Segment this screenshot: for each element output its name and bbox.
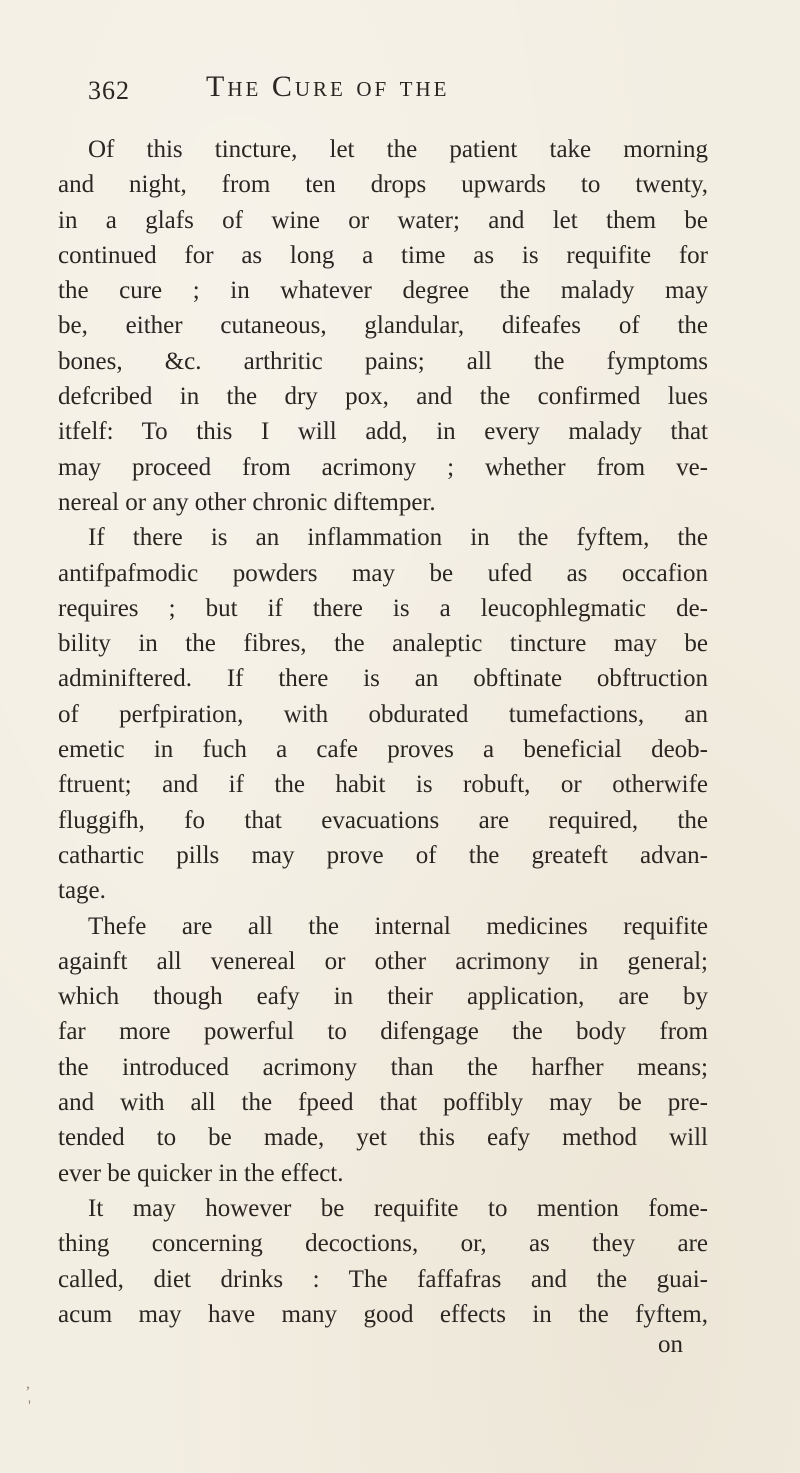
text-line: and with all the fpeed that poffibly may be pre- — [58, 1089, 708, 1117]
text-line: It may however be requifite to mention fome- — [88, 1194, 708, 1222]
text-line: requires ; but if there is a leucophlegmatic de- — [58, 594, 708, 622]
text-line: itfelf: To this I will add, in every malady that — [58, 418, 708, 446]
text-line: tage. — [58, 877, 106, 905]
text-line: of perfpiration, with obdurated tumefactions, an — [58, 700, 708, 728]
running-head — [88, 70, 548, 110]
text-line: defcribed in the dry pox, and the confirmed lues — [58, 383, 708, 411]
text-line: nereal or any other chronic diftemper. — [58, 488, 436, 516]
text-line: thing concerning decoctions, or, as they are — [58, 1230, 708, 1258]
text-line: may proceed from acrimony ; whether from ve- — [58, 453, 708, 481]
body-text — [58, 132, 708, 1332]
text-line: fluggifh, fo that evacuations are required, the — [58, 806, 708, 834]
text-line: acum may have many good effects in the fyftem, — [58, 1300, 708, 1328]
text-line: Thefe are all the internal medicines requifite — [88, 912, 708, 940]
text-line: bility in the fibres, the analeptic tincture may be — [58, 630, 708, 658]
text-line: Of this tincture, let the patient take morning — [88, 136, 708, 163]
text-line: far more powerful to difengage the body from — [58, 1018, 708, 1046]
text-line: the introduced acrimony than the harfher means; — [58, 1053, 708, 1081]
text-line: bones, &c. arthritic pains; all the fymptoms — [58, 347, 708, 375]
text-line: againft all venereal or other acrimony in general; — [58, 947, 708, 975]
running-title: The Cure of the — [206, 70, 450, 103]
text-line: continued for as long a time as is requifite for — [58, 241, 708, 269]
text-line: adminiftered. If there is an obftinate obftruction — [58, 665, 708, 693]
catchword: on — [658, 1331, 683, 1358]
text-line: tended to be made, yet this eafy method will — [58, 1124, 708, 1152]
text-line: and night, from ten drops upwards to twenty, — [58, 171, 708, 199]
text-line: If there is an inflammation in the fyftem, the — [88, 524, 708, 552]
margin-speck: , — [26, 1375, 30, 1392]
text-line: in a glafs of wine or water; and let them be — [58, 206, 708, 234]
text-line: called, diet drinks : The faffafras and the guai- — [58, 1265, 708, 1293]
text-line: the cure ; in whatever degree the malady may — [58, 277, 708, 305]
text-line: which though eafy in their application, are by — [58, 983, 708, 1011]
text-line: be, either cutaneous, glandular, difeafes of the — [58, 312, 708, 340]
text-line: ever be quicker in the effect. — [58, 1159, 344, 1187]
page-number: 362 — [88, 76, 130, 105]
text-line: cathartic pills may prove of the greateft advan- — [58, 841, 708, 869]
text-line: antifpafmodic powders may be ufed as occafion — [58, 559, 708, 587]
text-line: ftruent; and if the habit is robuft, or otherwife — [58, 771, 708, 799]
margin-speck: ' — [28, 1398, 31, 1415]
text-line: emetic in fuch a cafe proves a beneficial deob- — [58, 736, 708, 764]
